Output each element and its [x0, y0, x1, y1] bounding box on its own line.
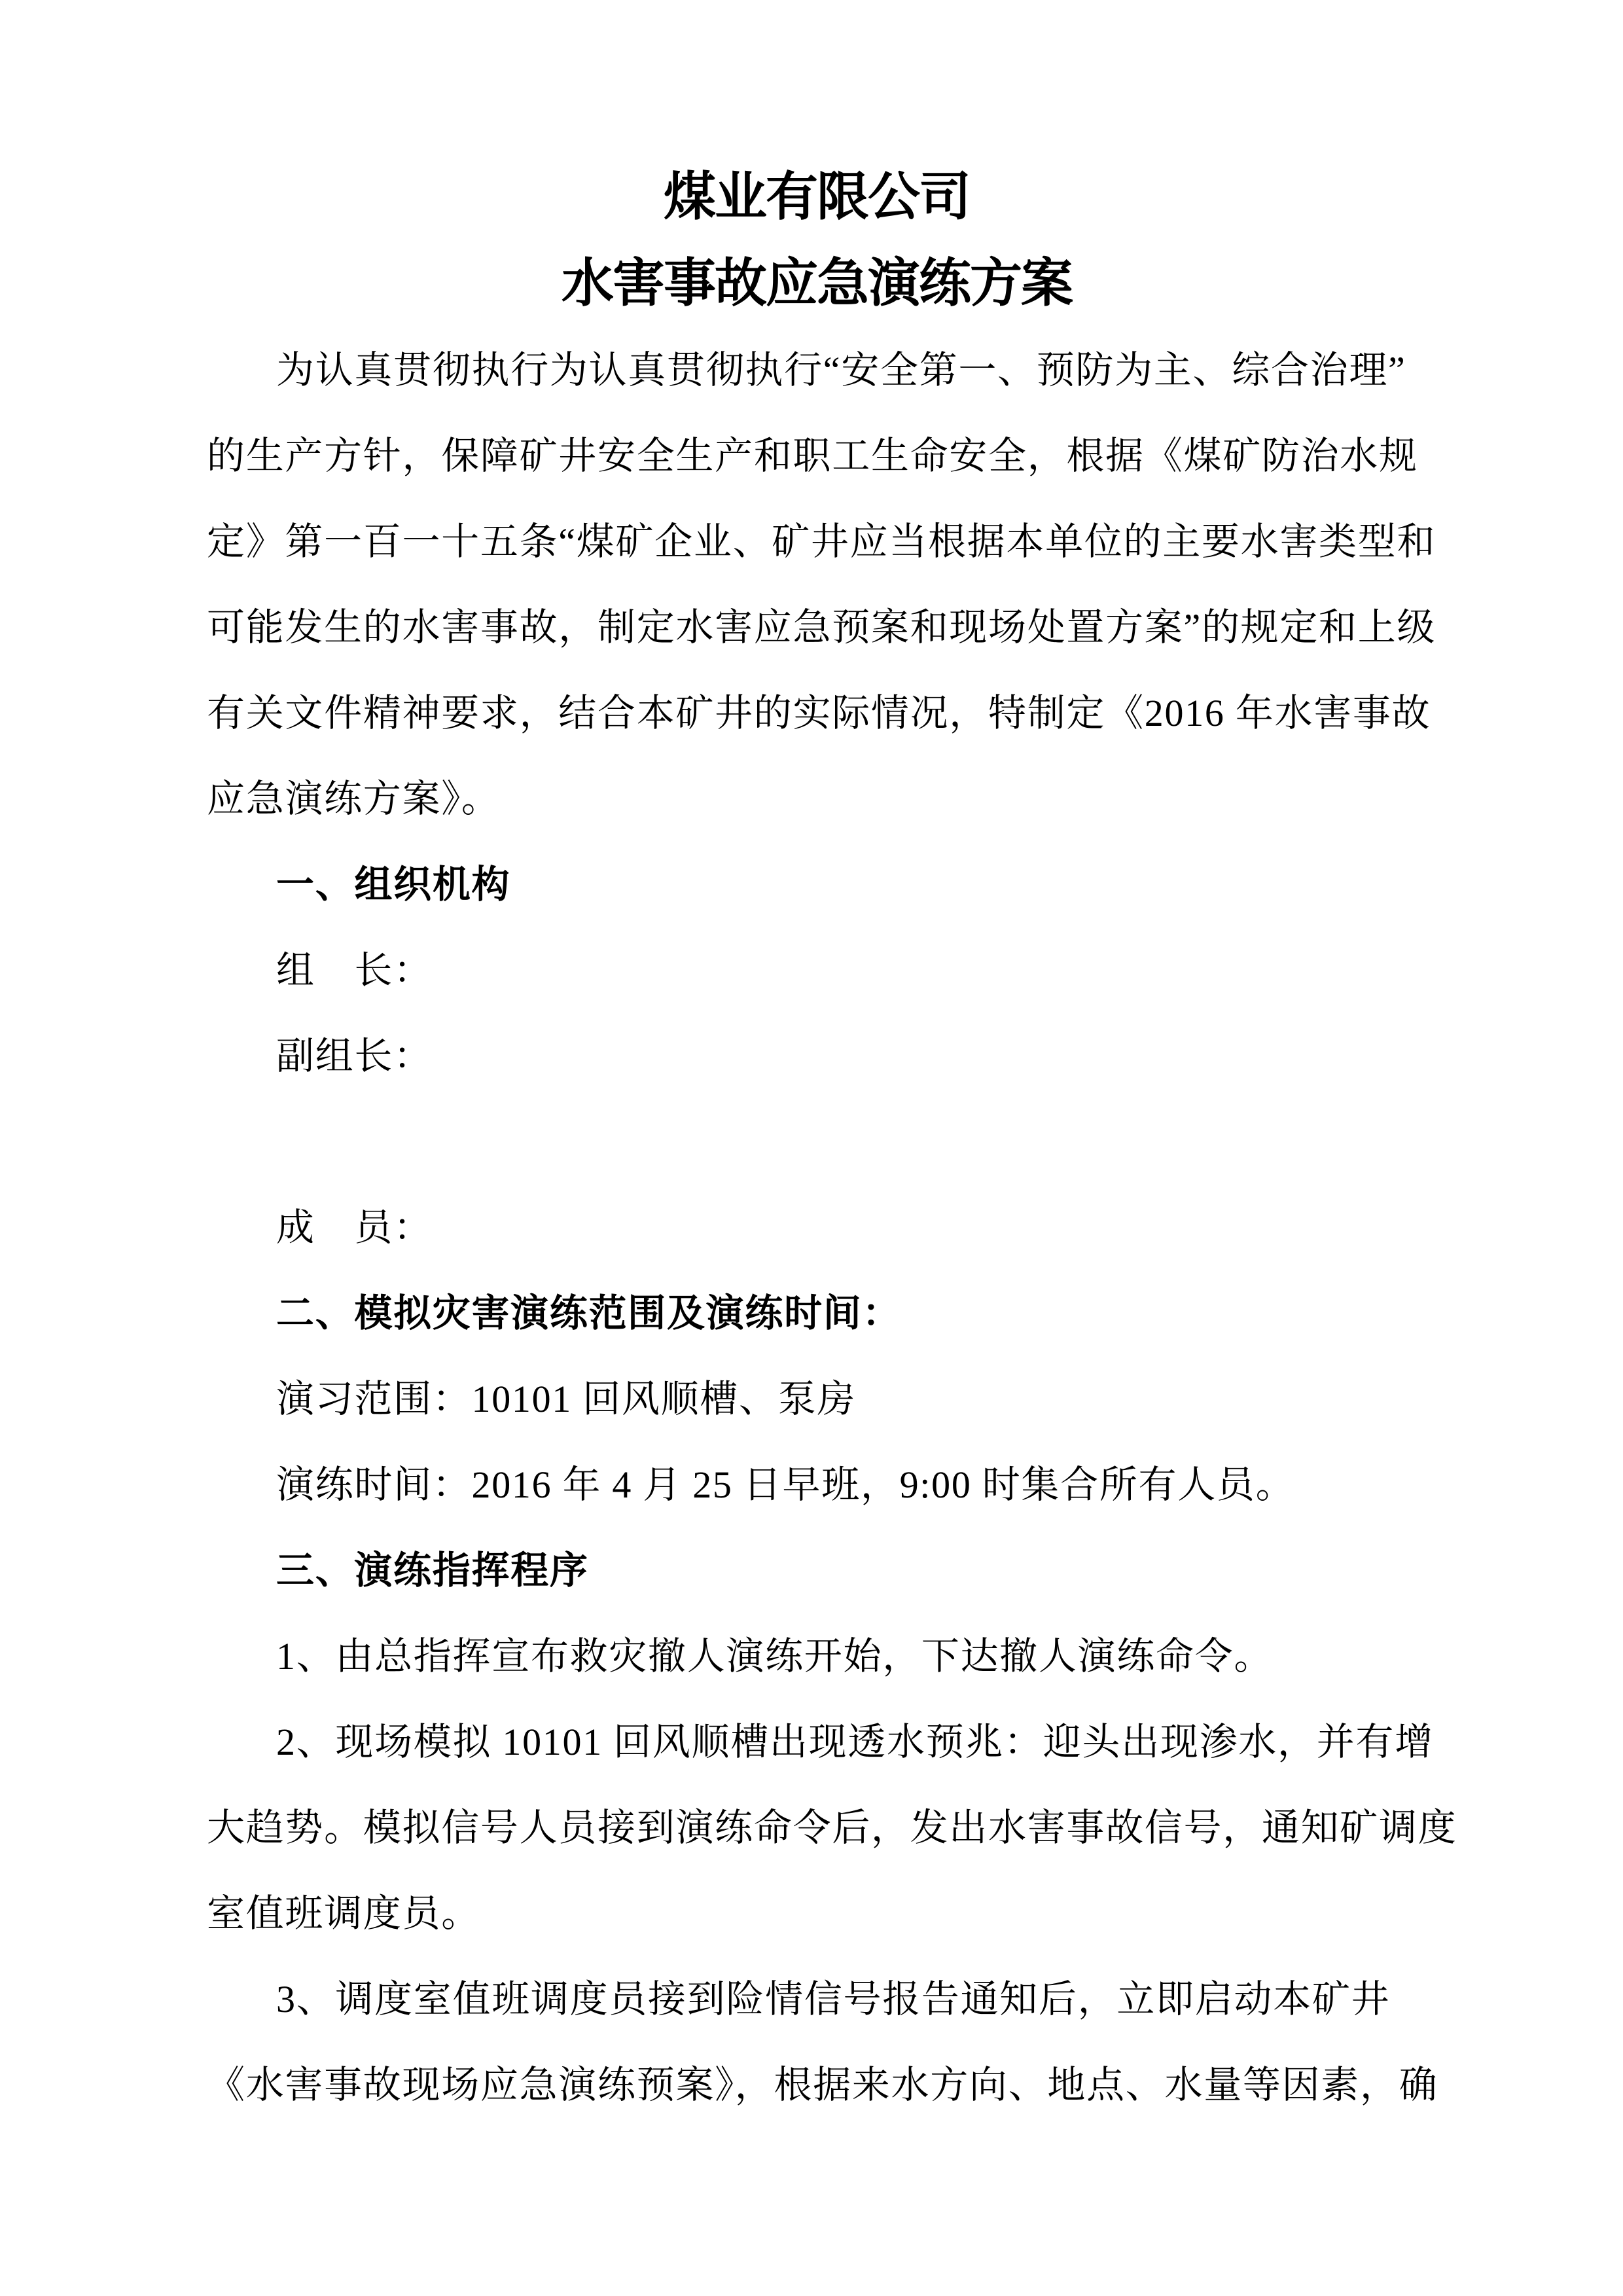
- blank-line: [207, 1099, 1427, 1185]
- text-line: 的生产方针，保障矿井安全生产和职工生命安全，根据《煤矿防治水规: [207, 435, 1418, 477]
- text-line: 定》第一百一十五条“煤矿企业、矿井应当根据本单位的主要水害类型和: [207, 520, 1436, 563]
- document-body: [207, 327, 1457, 2128]
- text-line: 成 员：: [276, 1206, 433, 1249]
- text-line: 演习范围：10101 回风顺槽、泵房: [276, 1378, 857, 1420]
- text-line: 为认真贯彻执行为认真贯彻执行“安全第一、预防为主、综合治理”: [276, 349, 1406, 391]
- text-line: 副组长：: [276, 1035, 433, 1077]
- section-heading-1: [207, 842, 1427, 927]
- members-line: [207, 1185, 1427, 1270]
- intro-paragraph: [207, 327, 1436, 842]
- text-line: 大趋势。模拟信号人员接到演练命令后，发出水害事故信号，通知矿调度: [207, 1806, 1457, 1849]
- text-line: 应急演练方案》。: [207, 778, 501, 820]
- text-line: 室值班调度员。: [207, 1892, 480, 1935]
- section-heading-3: [207, 1528, 1427, 1613]
- text-line: 3、调度室值班调度员接到险情信号报告通知后，立即启动本矿井: [276, 1978, 1391, 2020]
- section-heading-line: 三、演练指挥程序: [276, 1549, 589, 1592]
- text-line: 有关文件精神要求，结合本矿井的实际情况，特制定《2016 年水害事故: [207, 692, 1431, 734]
- text-line: 可能发生的水害事故，制定水害应急预案和现场处置方案”的规定和上级: [207, 606, 1436, 649]
- procedure-item-2: [207, 1699, 1457, 1956]
- drill-scope-line: [207, 1356, 1427, 1442]
- text-line: 演练时间：2016 年 4 月 25 日早班，9:00 时集合所有人员。: [276, 1463, 1295, 1506]
- procedure-item-1: [207, 1613, 1427, 1699]
- section-heading-2: [207, 1270, 1427, 1356]
- procedure-item-3: [207, 1956, 1438, 2128]
- section-heading-line: 一、组织机构: [276, 863, 511, 906]
- document-subtitle: 水害事故应急演练方案: [562, 255, 1072, 313]
- text-line: 《水害事故现场应急演练预案》，根据来水方向、地点、水量等因素，确: [207, 2064, 1438, 2106]
- drill-time-line: [207, 1442, 1427, 1528]
- title-block: [207, 154, 1427, 327]
- document-title: 煤业有限公司: [664, 169, 970, 226]
- text-line: 2、现场模拟 10101 回风顺槽出现透水预兆：迎头出现渗水，并有增: [276, 1721, 1434, 1763]
- text-line: 组 长：: [276, 949, 433, 992]
- group-leader-line: [207, 927, 1427, 1013]
- deputy-leader-line: [207, 1013, 1427, 1099]
- section-heading-line: 二、模拟灾害演练范围及演练时间：: [276, 1292, 902, 1335]
- text-line: 1、由总指挥宣布救灾撤人演练开始，下达撤人演练命令。: [276, 1635, 1274, 1677]
- text-line: [207, 1099, 1427, 1185]
